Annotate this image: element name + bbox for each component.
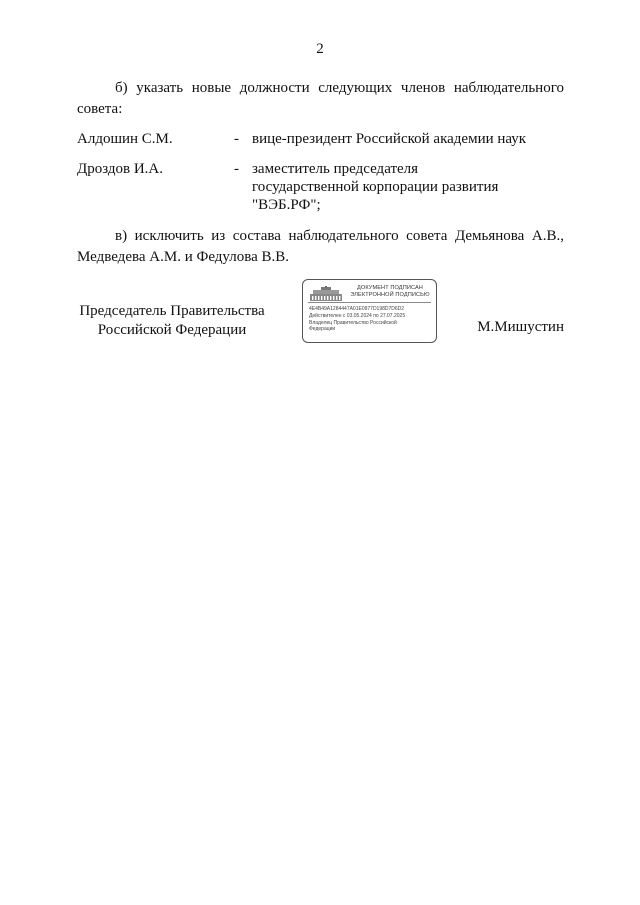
member-name: Алдошин С.М. — [77, 131, 173, 147]
stamp-header-line: ЭЛЕКТРОННОЙ ПОДПИСЬЮ — [350, 292, 430, 298]
stamp-validity: Действителен с 03.05.2024 по 27.07.2025 — [309, 312, 406, 319]
member-dash: - — [234, 161, 239, 177]
stamp-certificate: 4E4B49A1284447A01E0977D198D7D6D2 — [309, 306, 405, 312]
paragraph-v — [77, 226, 564, 268]
stamp-owner: Федерации — [309, 326, 336, 333]
stamp-header-line: ДОКУМЕНТ ПОДПИСАН — [357, 285, 423, 291]
paragraph-v-text: в) исключить из состава наблюдательного совета Демьянова А.В., Медведева А.М. и Федулова В.В. — [77, 228, 564, 265]
member-dash: - — [234, 131, 239, 147]
member-name: Дроздов И.А. — [77, 161, 164, 177]
emblem-icon — [309, 286, 343, 302]
electronic-signature-stamp — [302, 279, 437, 343]
signer-title-line: Председатель Правительства — [79, 303, 265, 319]
member-position-line: "ВЭБ.РФ"; — [252, 197, 321, 213]
signer-title — [77, 302, 267, 340]
member-position-line: вице-президент Российской академии наук — [252, 131, 527, 147]
stamp-owner: Владелец Правительство Российской — [309, 319, 397, 326]
signer-name: М.Мишустин — [477, 319, 564, 335]
page-number: 2 — [316, 41, 324, 57]
stamp-details — [309, 306, 434, 333]
paragraph-b-text: б) указать новые должности следующих членов наблюдательного совета: — [77, 80, 564, 117]
member-position — [252, 160, 552, 214]
member-position-line: государственной корпорации развития — [252, 179, 499, 195]
signer-title-line: Российской Федерации — [97, 322, 247, 338]
paragraph-b — [77, 78, 564, 120]
stamp-header — [345, 285, 435, 299]
member-position — [252, 130, 552, 148]
stamp-divider — [308, 302, 431, 303]
member-position-line: заместитель председателя — [252, 161, 419, 177]
